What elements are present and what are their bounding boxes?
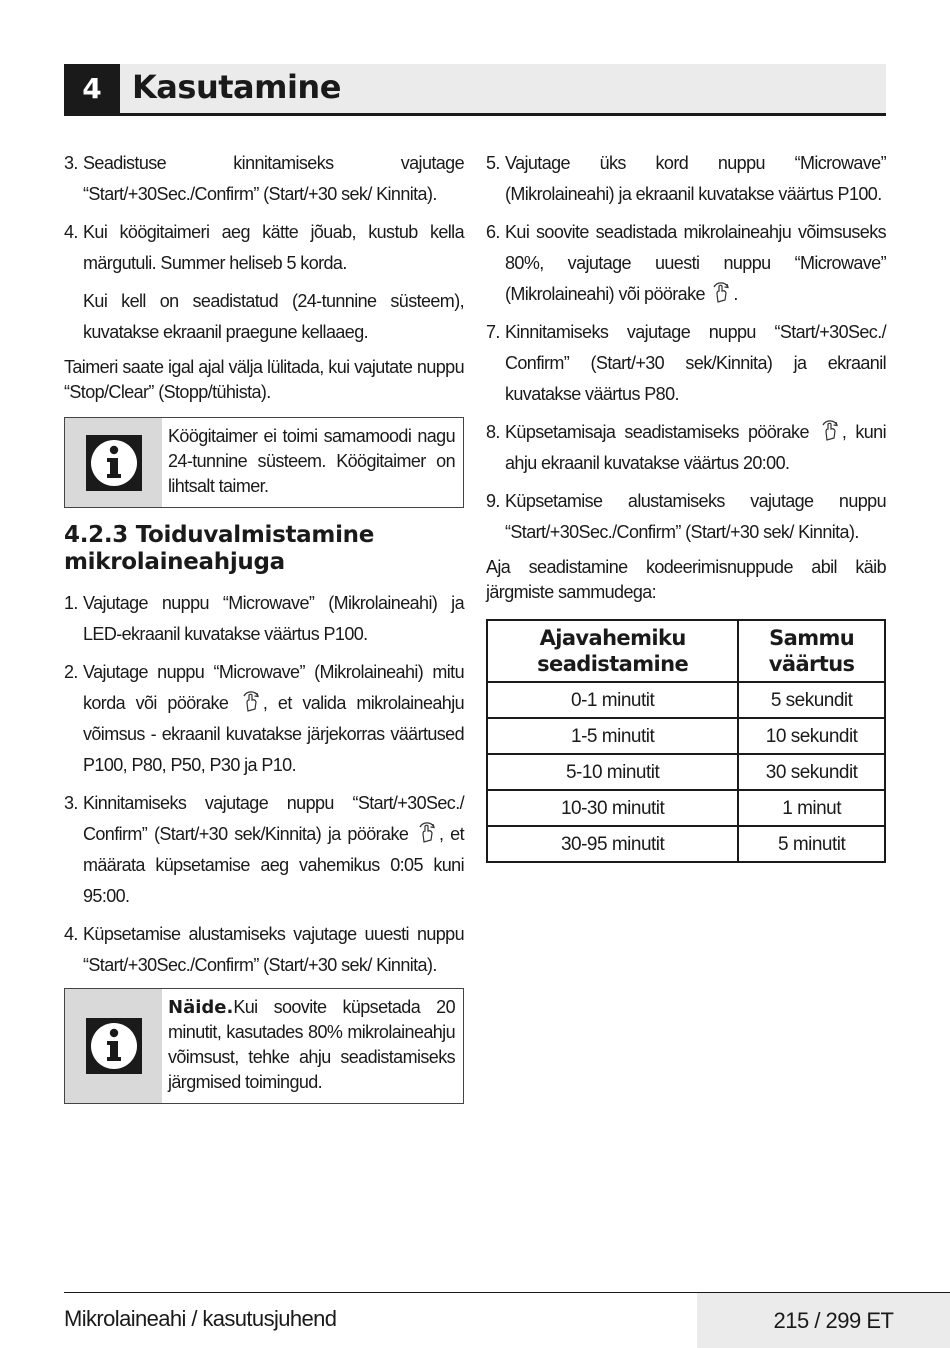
rotary-knob-icon (711, 280, 731, 304)
info-text: Köögitaimer ei toimi samamoodi nagu 24-tunnine süsteem. Köögitaimer on lihtsalt taimer. (168, 426, 455, 496)
clock-note: Kui kell on seadistatud (24-tunnine süsteem), kuvatakse ekraanil praegune kellaaeg. (83, 291, 464, 342)
chapter-number: 4 (64, 64, 120, 113)
table-cell: 0-1 minutit (487, 682, 738, 718)
table-cell: 1-5 minutit (487, 718, 738, 754)
info-box (64, 417, 464, 508)
item-text (505, 217, 886, 310)
list-item (486, 486, 886, 548)
right-column (486, 148, 886, 863)
info-text (162, 989, 463, 1103)
table-header-row (487, 620, 885, 682)
item-number: 7. (486, 322, 500, 342)
table-row (487, 790, 885, 826)
item-text (505, 417, 886, 479)
left-column (64, 148, 464, 1118)
table-cell: 10-30 minutit (487, 790, 738, 826)
table-row (487, 754, 885, 790)
item-text: Kui köögitaimeri aeg kätte jõuab, kustub kella märgutuli. Summer heliseb 5 korda. (83, 222, 464, 273)
table-intro: Aja seadistamine kodeerimisnuppude abil käib järgmiste sammudega: (486, 557, 886, 602)
item-text-part: . (733, 284, 738, 304)
item-number: 1. (64, 593, 78, 613)
rotary-knob-icon (241, 689, 261, 713)
item-text: Küpsetamise alustamiseks vajutage uuesti nuppu “Start/+30Sec./Confirm” (Start/+30 sek/ Kinnita). (83, 924, 464, 975)
list-item (64, 919, 464, 981)
list-item (64, 217, 464, 279)
item-text-part: , kuni ahju ekraanil kuvatakse väärtus 20:00. (505, 422, 886, 473)
item-text-part: , et määrata küpsetamise aeg vahemikus 0:05 kuni 95:00. (83, 824, 464, 906)
table-row (487, 682, 885, 718)
item-number: 3. (64, 793, 78, 813)
item-number: 5. (486, 153, 500, 173)
table-row (487, 718, 885, 754)
item-number: 8. (486, 422, 500, 442)
example-info-box (64, 988, 464, 1104)
list-item (486, 217, 886, 310)
step-value-table (486, 619, 886, 863)
item-text-part: Kinnitamiseks vajutage nuppu “Start/+30Sec./ Confirm” (Start/+30 sek/Kinnita) ja pöörake (83, 793, 464, 844)
list-item (486, 148, 886, 210)
info-icon (86, 1018, 142, 1074)
list-item (64, 588, 464, 650)
item-number: 6. (486, 222, 500, 242)
item-text-part: Vajutage nuppu “Microwave” (Mikrolaineahi) mitu korda või pöörake (83, 662, 464, 713)
item-text-part: Kui soovite seadistada mikrolaineahju võimsuseks 80%, vajutage uuesti nuppu “Microwave” (Mikrolaineahi) või pöörake (505, 222, 886, 304)
item-number: 4. (64, 222, 78, 242)
item-number: 9. (486, 491, 500, 511)
item-text: Vajutage nuppu “Microwave” (Mikrolaineahi) ja LED-ekraanil kuvatakse väärtus P100. (83, 593, 464, 644)
rotary-knob-icon (417, 820, 437, 844)
item-number: 2. (64, 662, 78, 682)
table-header-cell: Sammu väärtus (738, 620, 885, 682)
table-cell: 30 sekundit (738, 754, 885, 790)
info-icon-cell (65, 989, 162, 1103)
item-number: 4. (64, 924, 78, 944)
item-text: Küpsetamise alustamiseks vajutage nuppu “Start/+30Sec./Confirm” (Start/+30 sek/ Kinnita). (505, 491, 886, 542)
example-text: Kui soovite küpsetada 20 minutit, kasutades 80% mikrolaineahju võimsust, tehke ahju seadistamiseks järgmised toimingud. (168, 997, 455, 1092)
chapter-header (64, 64, 886, 116)
item-text: Kinnitamiseks vajutage nuppu “Start/+30Sec./ Confirm” (Start/+30 sek/Kinnita) ja ekraanil kuvatakse väärtus P80. (505, 322, 886, 404)
item-text-part: , et valida mikrolaineahju võimsus - ekraanil kuvatakse järjekorras väärtused P100, P80, P50, P30 ja P10. (83, 693, 465, 775)
stop-note: Taimeri saate igal ajal välja lülitada, kui vajutate nuppu “Stop/Clear” (Stopp/tühista). (64, 357, 464, 402)
section-heading-line: mikrolaineahjuga (64, 549, 285, 575)
list-item (64, 788, 464, 912)
section-heading (64, 522, 464, 576)
item-text (83, 657, 464, 781)
table-cell: 1 minut (738, 790, 885, 826)
table-cell: 10 sekundit (738, 718, 885, 754)
footer-manual-title: Mikrolaineahi / kasutusjuhend (64, 1306, 337, 1331)
list-item (64, 657, 464, 781)
list-item (64, 148, 464, 210)
chapter-title: Kasutamine (132, 68, 341, 106)
info-icon-cell (65, 418, 162, 507)
table-row (487, 826, 885, 862)
list-item (486, 317, 886, 410)
item-text: Seadistuse kinnitamiseks vajutage “Start/+30Sec./Confirm” (Start/+30 sek/ Kinnita). (83, 153, 464, 204)
item-text-part: Küpsetamisaja seadistamiseks pöörake (505, 422, 809, 442)
item-number: 3. (64, 153, 78, 173)
table-cell: 30-95 minutit (487, 826, 738, 862)
example-label: Näide. (168, 997, 234, 1018)
table-header-cell: Ajavahemiku seadistamine (487, 620, 738, 682)
item-text (83, 788, 464, 912)
info-icon (86, 435, 142, 491)
item-text: Vajutage üks kord nuppu “Microwave” (Mikrolaineahi) ja ekraanil kuvatakse väärtus P100. (505, 153, 886, 204)
table-cell: 5-10 minutit (487, 754, 738, 790)
section-heading-line: 4.2.3 Toiduvalmistamine (64, 522, 375, 548)
rotary-knob-icon (820, 418, 840, 442)
page-number: 215 / 299 ET (697, 1293, 950, 1348)
list-item (486, 417, 886, 479)
table-cell: 5 sekundit (738, 682, 885, 718)
table-cell: 5 minutit (738, 826, 885, 862)
